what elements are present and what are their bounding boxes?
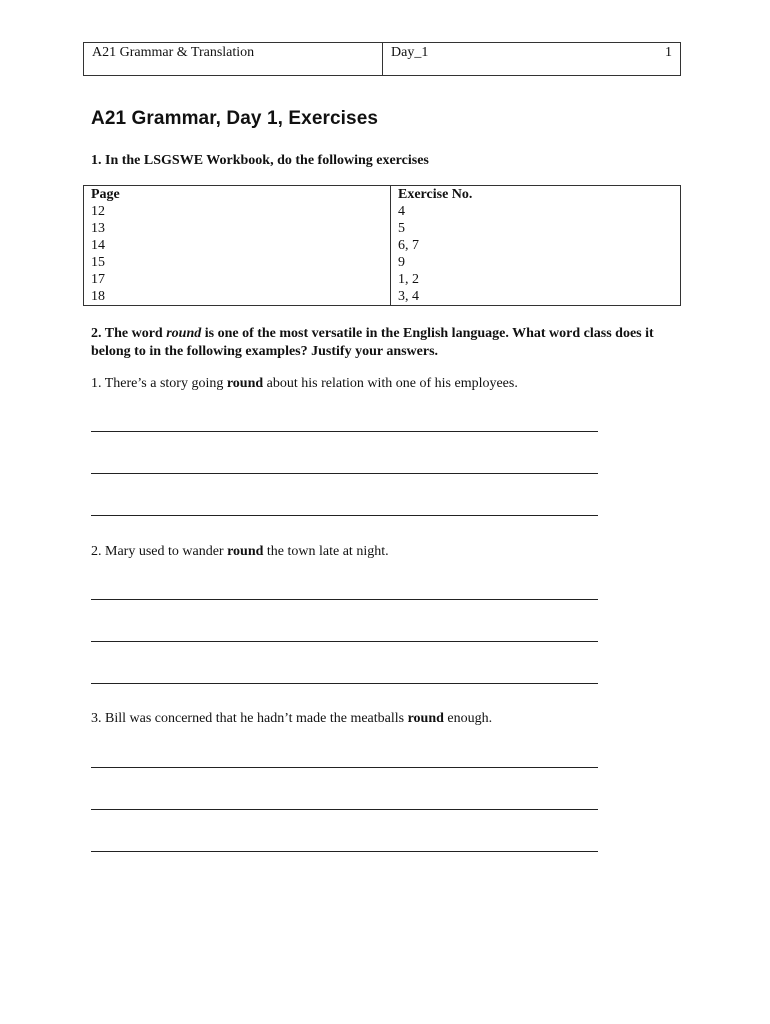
cell-page: 13 <box>84 220 391 237</box>
question-keyword: round <box>226 376 264 391</box>
answer-line[interactable] <box>91 599 598 600</box>
question-text: about his relation with one of his employees. <box>263 376 518 391</box>
exercise-table <box>83 185 681 306</box>
answer-line[interactable] <box>91 431 598 432</box>
cell-page: 18 <box>84 288 391 306</box>
question-text: 1. There’s a story going <box>91 376 227 391</box>
section2-heading-part1: 2. The word <box>91 326 167 341</box>
cell-exercise: 9 <box>391 254 681 271</box>
section1-heading: 1. In the LSGSWE Workbook, do the following exercises <box>91 153 429 168</box>
header-right-cell <box>383 43 680 75</box>
table-row <box>84 288 681 306</box>
column-header-page: Page <box>84 186 391 204</box>
section2-keyword: round <box>166 326 202 341</box>
section2-heading-part2: is one of the most versatile in the English language. What word class does it belong to in the following examples? Justify your answers. <box>91 326 654 359</box>
cell-page: 12 <box>84 203 391 220</box>
cell-exercise: 5 <box>391 220 681 237</box>
question-1 <box>91 375 518 393</box>
question-text: the town late at night. <box>263 544 389 559</box>
header-course: A21 Grammar & Translation <box>84 43 383 75</box>
answer-line[interactable] <box>91 473 598 474</box>
cell-page: 15 <box>84 254 391 271</box>
question-keyword: round <box>407 711 444 726</box>
question-3 <box>91 710 492 728</box>
table-row <box>84 203 681 220</box>
question-text: 2. Mary used to wander <box>91 544 228 559</box>
cell-exercise: 6, 7 <box>391 237 681 254</box>
table-row <box>84 220 681 237</box>
table-row <box>84 271 681 288</box>
answer-line[interactable] <box>91 851 598 852</box>
question-text: 3. Bill was concerned that he hadn’t made the meatballs <box>91 711 408 726</box>
table-row <box>84 237 681 254</box>
question-2 <box>91 543 389 561</box>
answer-line[interactable] <box>91 683 598 684</box>
cell-page: 14 <box>84 237 391 254</box>
section2-heading <box>91 325 691 361</box>
cell-exercise: 1, 2 <box>391 271 681 288</box>
question-keyword: round <box>227 544 264 559</box>
header-page-number: 1 <box>665 45 672 60</box>
answer-line[interactable] <box>91 641 598 642</box>
document-title: A21 Grammar, Day 1, Exercises <box>91 108 379 129</box>
answer-line[interactable] <box>91 809 598 810</box>
table-header-row <box>84 186 681 204</box>
answer-line[interactable] <box>91 767 598 768</box>
page-header <box>83 42 681 76</box>
header-day: Day_1 <box>391 45 429 60</box>
answer-line[interactable] <box>91 515 598 516</box>
question-text: enough. <box>443 711 493 726</box>
cell-exercise: 4 <box>391 203 681 220</box>
table-row <box>84 254 681 271</box>
cell-page: 17 <box>84 271 391 288</box>
cell-exercise: 3, 4 <box>391 288 681 306</box>
column-header-exercise: Exercise No. <box>391 186 681 204</box>
